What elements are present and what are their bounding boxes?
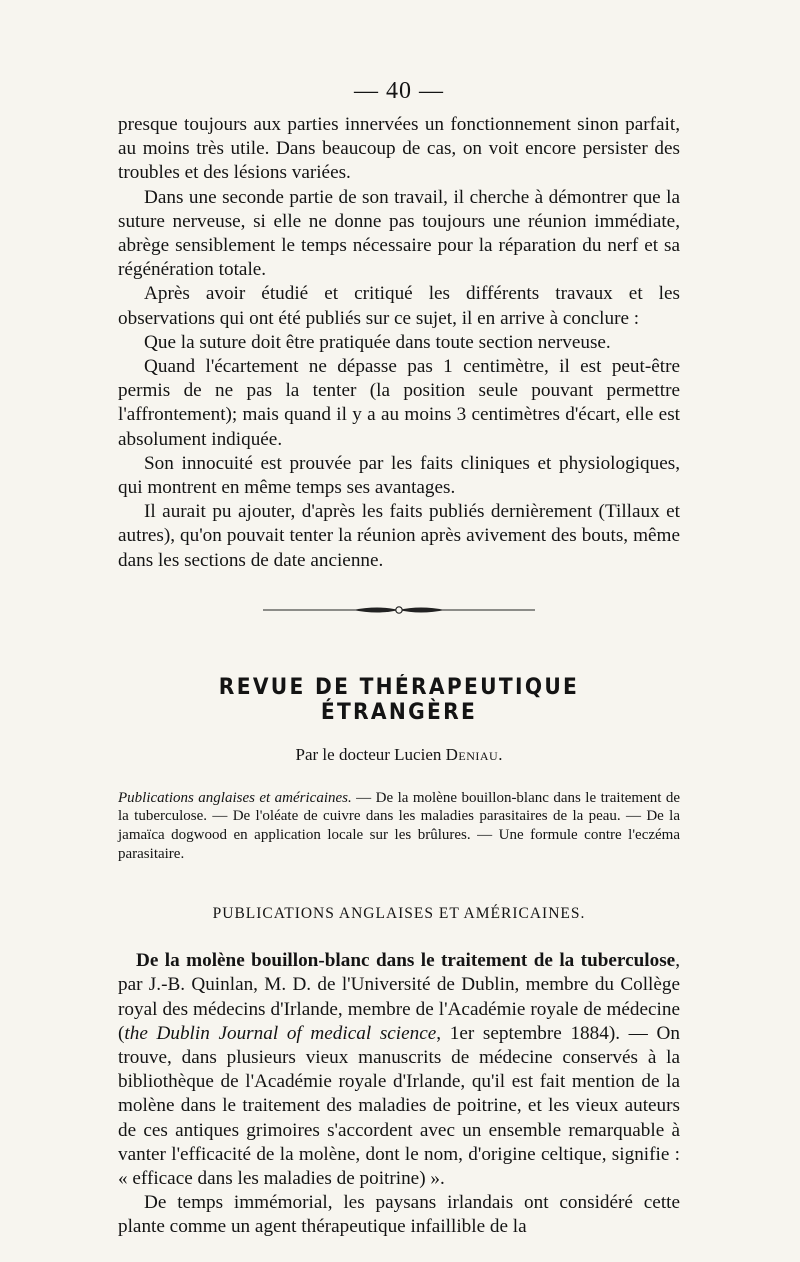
byline-suffix: . [498,744,503,764]
article-paragraph [118,949,680,1191]
byline-prefix: Par le docteur Lucien [295,744,446,764]
article-paragraph-last: De temps immémorial, les paysans irlandais ont considéré cette plante comme un agent thérapeutique infaillible de la [118,1192,680,1238]
journal-title: the Dublin Journal of medical science [124,1022,437,1044]
page [118,78,680,1240]
ornamental-rule [263,603,535,617]
subheading: PUBLICATIONS ANGLAISES ET AMÉRICAINES. [212,905,586,923]
paragraph: Dans une seconde partie de son travail, il cherche à démontrer que la suture nerveuse, si elle ne donne pas toujours une réunion immédiate, abrège sensiblement le temps nécessaire pour la réparation du nerf et sa régénération totale. [118,186,680,281]
author-surname: Deniau [445,744,499,764]
article-title: De la molène bouillon-blanc dans le traitement de la tuberculose [136,950,676,972]
paragraph: Il aurait pu ajouter, d'après les faits publiés dernièrement (Tillaux et autres), qu'on pouvait tenter la réunion après avivement des bouts, même dans les sections de date ancienne. [118,501,680,571]
page-number: — 40 — [354,78,444,104]
article-text: , par J.-B. Quinlan, M. D. de l'Université de Dublin, membre du Collège royal des médecins d'Irlande, membre de l'Académie royale de médecine ( [118,950,680,1044]
summary-lead: Publications anglaises et américaines. [118,789,352,806]
paragraph: Quand l'écartement ne dépasse pas 1 centimètre, il est peut-être permis de ne pas la tenter (la position seule pouvant permettre l'affrontement); mais quand il y a au moins 3 centimètres d'écart, elle est absolument indiquée. [118,356,680,450]
byline [118,745,680,765]
paragraph: Que la suture doit être pratiquée dans toute section nerveuse. [144,331,611,353]
section-title: REVUE DE THÉRAPEUTIQUE ÉTRANGÈRE [218,674,580,725]
summary-text: — De la molène bouillon-blanc dans le traitement de la tuberculose. — De l'oléate de cuivre dans les maladies parasitaires de la peau. — De la jamaïca dogwood en application locale sur les brûlures. — Une formule contre l'eczéma parasitaire. [118,789,680,862]
paragraph: presque toujours aux parties innervées un fonctionnement sinon parfait, au moins très utile. Dans beaucoup de cas, on voit encore persister des troubles et des lésions variées. [118,114,680,184]
paragraph: Après avoir étudié et critiqué les différents travaux et les observations qui ont été publiés sur ce sujet, il en arrive à conclure : [118,283,680,329]
intro-text [118,113,680,573]
article-text-cont: , 1er septembre 1884). — On trouve, dans plusieurs vieux manuscrits de médecine conservés à la bibliothèque de l'Académie royale d'Irlande, qu'il est fait mention de la molène dans le traitement des maladies de poitrine, et les vieux auteurs de ces antiques grimoires s'accordent avec un ensemble remarquable à vanter l'efficacité de la molène, dont le nom, d'origine celtique, signifie : « efficace dans les maladies de poitrine) ». [118,1022,680,1190]
paragraph: Son innocuité est prouvée par les faits cliniques et physiologiques, qui montrent en même temps ses avantages. [118,452,680,499]
section-summary [118,789,680,863]
